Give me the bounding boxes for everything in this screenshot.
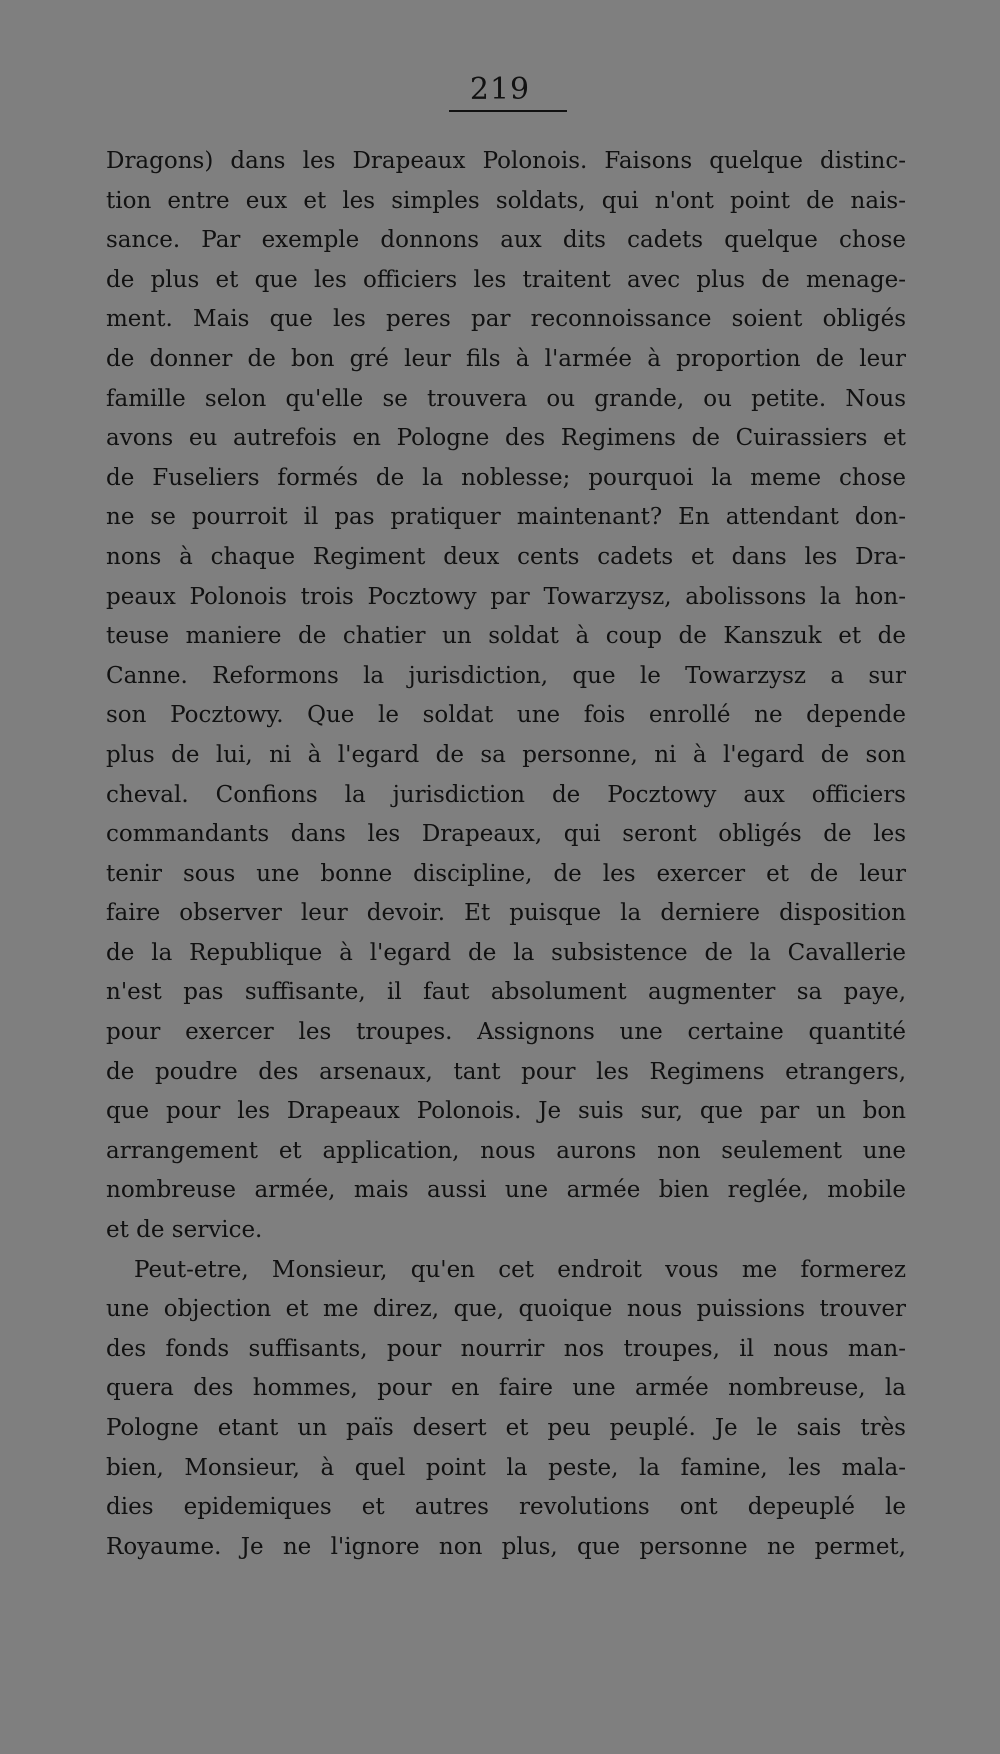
text-line: de plus et que les officiers les traitent avec plus de menage- — [106, 266, 906, 293]
text-line: bien, Monsieur, à quel point la peste, la famine, les mala- — [106, 1454, 906, 1481]
page-number-rule — [449, 110, 567, 112]
text-line: Royaume. Je ne l'ignore non plus, que personne ne permet, — [106, 1533, 906, 1560]
text-line: sance. Par exemple donnons aux dits cadets quelque chose — [106, 227, 906, 254]
text-line: plus de lui, ni à l'egard de sa personne, ni à l'egard de son — [106, 741, 906, 768]
text-line: cheval. Confions la jurisdiction de Pocztowy aux officiers — [106, 781, 906, 808]
text-line: arrangement et application, nous aurons non seulement une — [106, 1137, 906, 1164]
text-line: tenir sous une bonne discipline, de les exercer et de leur — [106, 860, 906, 887]
text-line: Canne. Reformons la jurisdiction, que le Towarzysz a sur — [106, 662, 906, 689]
body-text — [106, 142, 906, 1567]
text-line: Pologne etant un païs desert et peu peuplé. Je le sais très — [106, 1415, 906, 1441]
text-line: dies epidemiques et autres revolutions ont depeuplé le — [106, 1494, 906, 1521]
text-line: famille selon qu'elle se trouvera ou grande, ou petite. Nous — [106, 385, 906, 412]
text-line: peaux Polonois trois Pocztowy par Towarzysz, abolissons la hon- — [106, 583, 906, 610]
text-line: de donner de bon gré leur fils à l'armée à proportion de leur — [106, 345, 906, 372]
text-line: de poudre des arsenaux, tant pour les Regimens etrangers, — [106, 1058, 906, 1085]
text-line: une objection et me direz, que, quoique nous puissions trouver — [106, 1296, 906, 1323]
paragraph-start-line: Peut-etre, Monsieur, qu'en cet endroit vous me formerez — [134, 1256, 906, 1283]
text-line: de Fuseliers formés de la noblesse; pourquoi la meme chose — [106, 464, 906, 491]
text-line: nombreuse armée, mais aussi une armée bien reglée, mobile — [106, 1177, 906, 1204]
text-line: que pour les Drapeaux Polonois. Je suis sur, que par un bon — [106, 1098, 906, 1125]
text-line: des fonds suffisants, pour nourrir nos troupes, il nous man- — [106, 1335, 906, 1362]
text-line: de la Republique à l'egard de la subsistence de la Cavallerie — [106, 939, 906, 966]
text-line: pour exercer les troupes. Assignons une certaine quantité — [106, 1019, 906, 1046]
text-line: ne se pourroit il pas pratiquer maintenant? En attendant don- — [106, 504, 906, 531]
text-line: ment. Mais que les peres par reconnoissance soient obligés — [106, 306, 906, 333]
text-line: avons eu autrefois en Pologne des Regimens de Cuirassiers et — [106, 425, 906, 452]
page-number: 219 — [469, 72, 531, 107]
text-line: faire observer leur devoir. Et puisque la derniere disposition — [106, 900, 906, 927]
text-line: teuse maniere de chatier un soldat à coup de Kanszuk et de — [106, 623, 906, 650]
paragraph-end-line: et de service. — [106, 1217, 263, 1244]
text-line: commandants dans les Drapeaux, qui seront obligés de les — [106, 821, 906, 848]
text-line: nons à chaque Regiment deux cents cadets et dans les Dra- — [106, 543, 906, 570]
text-line: tion entre eux et les simples soldats, qui n'ont point de nais- — [106, 187, 906, 214]
text-line: quera des hommes, pour en faire une armée nombreuse, la — [106, 1375, 906, 1402]
text-line: Dragons) dans les Drapeaux Polonois. Faisons quelque distinc- — [106, 148, 906, 174]
text-line: n'est pas suffisante, il faut absolument augmenter sa paye, — [106, 979, 906, 1006]
text-line: son Pocztowy. Que le soldat une fois enrollé ne depende — [106, 702, 906, 729]
